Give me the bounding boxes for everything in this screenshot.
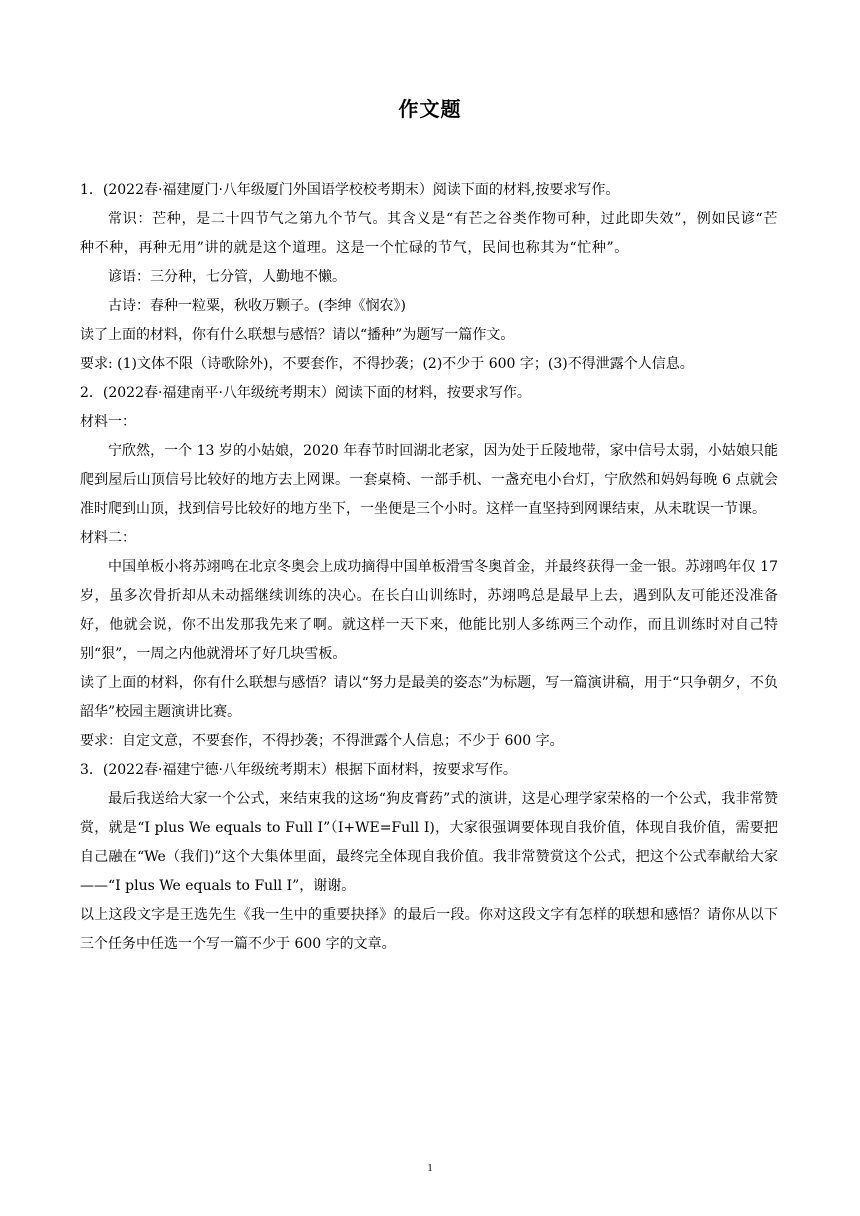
document-body <box>80 176 778 959</box>
question-3-prompt: 以上这段文字是王选先生《我一生中的重要抉择》的最后一段。你对这段文字有怎样的联想和感悟？请你从以下三个任务中任选一个写一篇不少于 600 字的文章。 <box>80 907 778 952</box>
question-2-requirements: 要求：自定文意，不要套作，不得抄袭；不得泄露个人信息；不少于 600 字。 <box>80 733 564 749</box>
question-2-material-1-text: 宁欣然，一个 13 岁的小姑娘，2020 年春节时回湖北老家，因为处于丘陵地带，家中信号太弱，小姑娘只能爬到屋后山顶信号比较好的地方去上网课。一套桌椅、一部手机、一盏充电小台灯，宁欣然和妈妈每晚 6 点就会准时爬到山顶，找到信号比较好的地方坐下，一坐便是三个小时。这样一直坚持到网课结束，从未耽误一节课。 <box>80 443 778 517</box>
question-1-prompt: 读了上面的材料，你有什么联想与感悟？请以“播种”为题写一篇作文。 <box>80 327 515 343</box>
question-2-material-2-label: 材料二： <box>80 530 136 546</box>
page-number: 1 <box>427 1162 433 1174</box>
question-2-prompt: 读了上面的材料，你有什么联想与感悟？请以“努力是最美的姿态”为标题，写一篇演讲稿，用于“只争朝夕，不负韶华”校园主题演讲比赛。 <box>80 675 779 720</box>
question-1-material-common-sense: 常识：芒种，是二十四节气之第九个节气。其含义是“有芒之谷类作物可种，过此即失效”，例如民谚“芒种不种，再种无用”讲的就是这个道理。这是一个忙碌的节气，民间也称其为“忙种”。 <box>80 211 778 256</box>
page-title: 作文题 <box>398 97 462 121</box>
question-1-material-poem: 古诗：春种一粒粟，秋收万颗子。(李绅《悯农》) <box>108 298 406 314</box>
question-1-material-proverb: 谚语：三分种，七分管，人勤地不懒。 <box>108 269 346 285</box>
question-2-material-1-label: 材料一： <box>80 414 136 430</box>
question-3-heading: 3．(2022春·福建宁德·八年级统考期末）根据下面材料，按要求写作。 <box>80 762 517 778</box>
question-2-material-2-text: 中国单板小将苏翊鸣在北京冬奥会上成功摘得中国单板滑雪冬奥首金，并最终获得一金一银。苏翊鸣年仅 17 岁，虽多次骨折却从未动摇继续训练的决心。在长白山训练时，苏翊鸣总是最早上去，遇到队友可能还没准备好，他就会说，你不出发那我先来了啊。就这样一天下来，他能比别人多练两三个动作，而且训练时对自己特别“狠”，一周之内他就滑坏了好几块雪板。 <box>80 559 778 662</box>
question-2-heading: 2．(2022春·福建南平·八年级统考期末）阅读下面的材料，按要求写作。 <box>80 385 531 401</box>
question-1-requirements: 要求: (1)文体不限（诗歌除外)，不要套作，不得抄袭；(2)不少于 600 字；(3)不得泄露个人信息。 <box>80 356 694 372</box>
question-1-heading: 1．(2022春·福建厦门·八年级厦门外国语学校校考期末）阅读下面的材料,按要求写作。 <box>80 182 620 198</box>
question-3-material-text: 最后我送给大家一个公式，来结束我的这场“狗皮膏药”式的演讲，这是心理学家荣格的一个公式，我非常赞赏，就是“I plus We equals to Full I”（I+WE=Full I)，大家很强调要体现自我价值，体现自我价值，需要把自己融在“We（我们)”这个大集体里面，最终完全体现自我价值。我非常赞赏这个公式，把这个公式奉献给大家——“I plus We equals to Full I”，谢谢。 <box>80 791 778 894</box>
